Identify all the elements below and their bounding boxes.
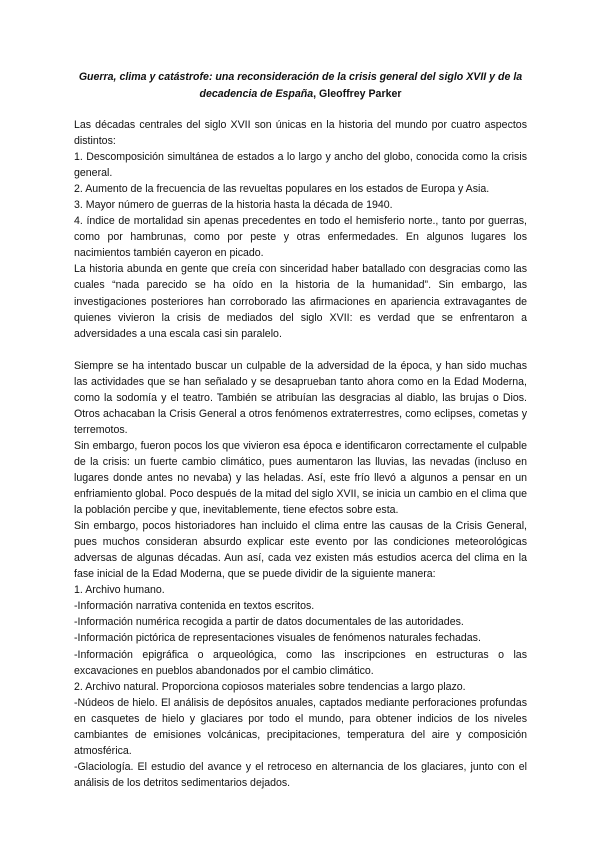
list-item: -Información epigráfica o arqueológica, como las inscripciones en estructuras o las excavaciones en pueblos abandonados por el cambio climático. xyxy=(74,648,527,677)
list-item: -Información narrativa contenida en textos escritos. xyxy=(74,600,315,613)
list-item: -Información pictórica de representaciones visuales de fenómenos naturales fechadas. xyxy=(74,632,481,645)
list-item: 1. Archivo humano. xyxy=(74,584,165,597)
paragraph: Sin embargo, fueron pocos los que vivieron esa época e identificaron correctamente el culpable de la crisis: un fuerte cambio climático, pues aumentaron las lluvias, las nevadas (incluso en lugares donde antes no nevaba) y las heladas. Así, este frío llevó a algunos a pensar en un enfriamiento global. Poco después de la mitad del siglo XVII, se inicia un cambio en el clima que la población percibe y que, inevitablemente, tiene efectos sobre esta. xyxy=(74,439,527,517)
list-item: -Núdeos de hielo. El análisis de depósitos anuales, captados mediante perforaciones profundas en casquetes de hielo y glaciares por todo el mundo, para obtener indicios de los niveles cambiantes de emisiones volcánicas, precipitaciones, temperatura del aire y composición atmosférica. xyxy=(74,696,527,757)
document-page xyxy=(74,69,527,791)
paragraph: Sin embargo, pocos historiadores han incluido el clima entre las causas de la Crisis General, pues muchos consideran absurdo explicar este evento por las condiciones meteorológicas adversas de algunas décadas. Aun así, cada vez existen más estudios acerca del clima en la fase inicial de la Edad Moderna, que se puede dividir de la siguiente manera: xyxy=(74,520,527,581)
document-title xyxy=(74,69,527,103)
list-item: -Información numérica recogida a partir de datos documentales de las autoridades. xyxy=(74,616,464,629)
paragraph: 3. Mayor número de guerras de la historia hasta la década de 1940. xyxy=(74,199,393,212)
paragraph: 4. índice de mortalidad sin apenas precedentes en todo el hemisferio norte., tanto por guerras, como por hambrunas, como por peste y otras enfermedades. En algunos lugares los nacimientos también cayeron en picado. xyxy=(74,215,527,260)
list-item: 2. Archivo natural. Proporciona copiosos materiales sobre tendencias a largo plazo. xyxy=(74,680,466,693)
title-author: , Gleoffrey Parker xyxy=(313,88,402,100)
title-text: Guerra, clima y catástrofe: una reconsideración de la crisis general del siglo XVII y de la decadencia de España xyxy=(78,71,523,100)
paragraph: La historia abunda en gente que creía con sinceridad haber batallado con desgracias como las cuales “nada parecido se ha oído en la historia de la humanidad”. Sin embargo, las investigaciones posteriores han corroborado las afirmaciones en apariencia extravagantes de quienes vivieron la crisis de mediados del siglo XVII: es verdad que se enfrentaron a adversidades a una escala casi sin paralelo. xyxy=(74,263,527,340)
paragraph: 2. Aumento de la frecuencia de las revueltas populares en los estados de Europa y Asia. xyxy=(74,183,490,196)
paragraph: 1. Descomposición simultánea de estados a lo largo y ancho del globo, conocida como la crisis general. xyxy=(74,151,527,180)
section-climate xyxy=(74,358,527,791)
list-item: -Glaciología. El estudio del avance y el retroceso en alternancia de los glaciares, junto con el análisis de los detritos sedimentarios dejados. xyxy=(74,760,527,789)
section-intro xyxy=(74,117,527,342)
paragraph: Siempre se ha intentado buscar un culpable de la adversidad de la época, y han sido muchas las actividades que se han señalado y se desaprueban tanto ahora como en la Edad Moderna, como la sodomía y el teatro. También se atribuían las desgracias al diablo, las brujas o Dios. Otros achacaban la Crisis General a otros fenómenos extraterrestres, como eclipses, cometas y terremotos. xyxy=(74,359,527,436)
paragraph: Las décadas centrales del siglo XVII son únicas en la historia del mundo por cuatro aspectos distintos: xyxy=(74,119,527,148)
paragraph-gap xyxy=(74,342,527,358)
